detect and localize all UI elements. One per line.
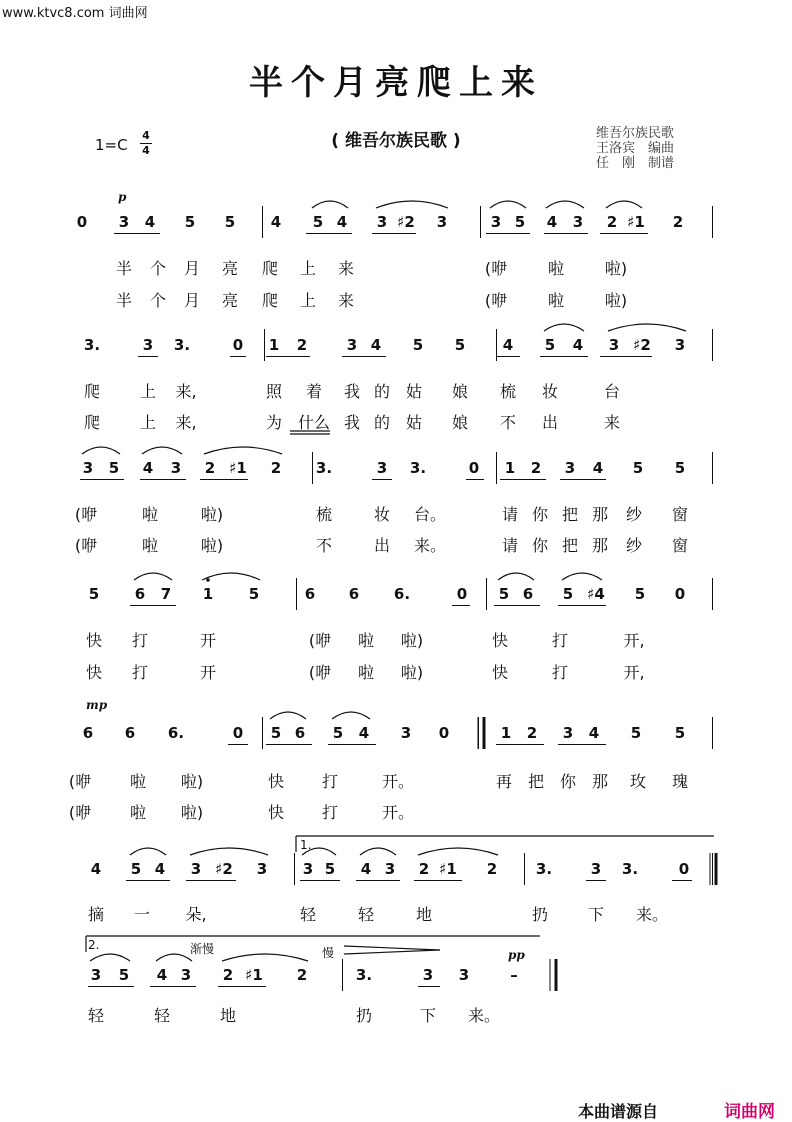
note: ♯1 — [627, 213, 645, 231]
lyric: 啦) — [180, 772, 204, 791]
lyric: 开, — [623, 631, 645, 650]
note: 3 — [376, 459, 388, 477]
lyric: 啦) — [400, 631, 424, 650]
lyric: 啦) — [604, 291, 628, 310]
subtitle: ( 维吾尔族民歌 ) — [331, 131, 461, 151]
lyric: 的 — [373, 413, 391, 432]
slur — [222, 954, 308, 961]
footer-brand: 词曲网 — [724, 1102, 775, 1122]
lyric: 你 — [531, 505, 549, 524]
slur — [142, 447, 182, 454]
lyric: 请 — [501, 536, 519, 555]
lyric: 啦) — [200, 505, 224, 524]
note: 3 — [170, 459, 182, 477]
note: 2 — [222, 966, 234, 984]
note: 5 — [324, 860, 336, 878]
octave-dot — [206, 578, 210, 582]
note: 4 — [336, 213, 348, 231]
note: 4 — [502, 336, 514, 354]
lyric: 你 — [531, 536, 549, 555]
slur — [498, 573, 534, 580]
lyric: (咿 — [308, 631, 332, 650]
note: 4 — [360, 860, 372, 878]
lyric: 打 — [321, 803, 339, 822]
note: ♯1 — [245, 966, 263, 984]
note: 4 — [270, 213, 282, 231]
note: 0 — [76, 213, 88, 231]
note: – — [510, 966, 518, 984]
slur — [134, 573, 172, 580]
credit-line: 维吾尔族民歌 — [596, 126, 675, 141]
note: 3. — [355, 966, 373, 984]
note: ♯1 — [229, 459, 247, 477]
lyric: 出 — [541, 413, 559, 432]
note: 3 — [458, 966, 470, 984]
note: 3. — [315, 459, 333, 477]
slur — [82, 447, 120, 454]
lyric: 开, — [623, 663, 645, 682]
note: ♯4 — [587, 585, 605, 603]
note: 4 — [370, 336, 382, 354]
tempo-man: 慢 — [322, 946, 335, 960]
lyric: 啦 — [141, 505, 159, 524]
note: 6 — [134, 585, 146, 603]
credit-line: 任 刚 制谱 — [596, 156, 675, 171]
note: 0 — [674, 585, 686, 603]
note: 3. — [83, 336, 101, 354]
note: 4 — [156, 966, 168, 984]
note: 5 — [544, 336, 556, 354]
note: 5 — [674, 459, 686, 477]
lyric: 为 — [265, 413, 283, 432]
lyric: 来。 — [413, 536, 447, 555]
note: ♯2 — [215, 860, 233, 878]
lyric: 月 — [183, 291, 201, 310]
note: 0 — [438, 724, 450, 742]
lyric: 啦 — [547, 291, 565, 310]
slur — [418, 848, 498, 855]
lyric: 梳 — [499, 382, 517, 401]
slur — [156, 954, 192, 961]
time-top: 4 — [142, 129, 150, 142]
note: 2 — [606, 213, 618, 231]
lyric: 爬 — [261, 291, 279, 310]
note: 6 — [304, 585, 316, 603]
lyric: 开 — [199, 631, 217, 650]
lyric: 啦) — [604, 259, 628, 278]
note: 3 — [180, 966, 192, 984]
lyric: 啦 — [141, 536, 159, 555]
lyric: 梳 — [315, 505, 333, 524]
note: 0 — [232, 336, 244, 354]
lyric: 来, — [175, 382, 197, 401]
dynamic-p: p — [118, 190, 127, 204]
note: 5 — [184, 213, 196, 231]
lyric: 不 — [499, 413, 517, 432]
site-watermark: www.ktvc8.com 词曲网 — [2, 6, 148, 21]
note: 1 — [202, 585, 214, 603]
slur — [332, 712, 370, 719]
note: 7 — [160, 585, 172, 603]
lyric: 快 — [267, 772, 285, 791]
slur — [202, 573, 260, 580]
note: 3 — [572, 213, 584, 231]
lyric: 亮 — [221, 291, 239, 310]
time-bottom: 4 — [142, 144, 150, 157]
note: 2 — [296, 966, 308, 984]
note: 3 — [400, 724, 412, 742]
note: 3 — [190, 860, 202, 878]
dynamic-pp: pp — [508, 948, 525, 962]
song-title: 半个月亮爬上来 — [249, 63, 543, 103]
lyric: (咿 — [74, 505, 98, 524]
note: 5 — [630, 724, 642, 742]
note: 3 — [346, 336, 358, 354]
lyric: 亮 — [221, 259, 239, 278]
lyric: 扔 — [355, 1006, 373, 1025]
note: 0 — [232, 724, 244, 742]
notation-line — [344, 946, 440, 950]
lyric: 照 — [265, 382, 283, 401]
lyric: 啦) — [180, 803, 204, 822]
note: 4 — [588, 724, 600, 742]
lyric: (咿 — [74, 536, 98, 555]
lyric: 那 — [591, 505, 609, 524]
note: 4 — [572, 336, 584, 354]
footer-source: 本曲谱源自 — [578, 1102, 659, 1121]
lyric: 爬 — [83, 413, 101, 432]
lyric: 的 — [373, 382, 391, 401]
note: 5 — [88, 585, 100, 603]
note: 3 — [436, 213, 448, 231]
lyric: 半 — [115, 259, 133, 278]
note: 0 — [468, 459, 480, 477]
lyric: (咿 — [308, 663, 332, 682]
note: 5 — [562, 585, 574, 603]
lyric: 来, — [175, 413, 197, 432]
lyric: 台。 — [413, 505, 447, 524]
note: 4 — [358, 724, 370, 742]
note: 1 — [500, 724, 512, 742]
lyric: 上 — [139, 413, 157, 432]
note: 2 — [296, 336, 308, 354]
lyric: 爬 — [261, 259, 279, 278]
note: 6 — [348, 585, 360, 603]
key-signature: 1=C — [95, 136, 128, 154]
note: 5 — [634, 585, 646, 603]
lyric: 开。 — [381, 772, 415, 791]
lyric: 啦 — [547, 259, 565, 278]
note: 3 — [142, 336, 154, 354]
note: 1 — [504, 459, 516, 477]
lyric: (咿 — [484, 291, 508, 310]
note: 6 — [124, 724, 136, 742]
slur — [562, 573, 602, 580]
note: 3 — [384, 860, 396, 878]
lyric: 来 — [603, 413, 621, 432]
note: ♯2 — [633, 336, 651, 354]
note: 6 — [522, 585, 534, 603]
lyric: 扔 — [531, 905, 549, 924]
lyric: 地 — [415, 905, 433, 924]
lyric: 出 — [373, 536, 391, 555]
lyric: (咿 — [484, 259, 508, 278]
note: 3 — [118, 213, 130, 231]
note: 3 — [422, 966, 434, 984]
note: 5 — [248, 585, 260, 603]
note: 5 — [130, 860, 142, 878]
lyric: 来 — [337, 259, 355, 278]
lyric: 月 — [183, 259, 201, 278]
lyric: 摘 — [87, 905, 105, 924]
lyric: 开。 — [381, 803, 415, 822]
lyric: 朵, — [185, 905, 207, 924]
lyric: 打 — [131, 631, 149, 650]
note: 6. — [167, 724, 185, 742]
lyric: 啦 — [129, 803, 147, 822]
lyric: (咿 — [68, 772, 92, 791]
slur — [546, 201, 584, 208]
slur — [90, 954, 130, 961]
note: 3 — [256, 860, 268, 878]
lyric: 一 — [133, 905, 151, 924]
note: 5 — [332, 724, 344, 742]
lyric: 玫 — [629, 772, 647, 791]
note: 2 — [486, 860, 498, 878]
note: 3 — [376, 213, 388, 231]
lyric: 妆 — [373, 505, 391, 524]
lyric: 啦 — [129, 772, 147, 791]
slur — [204, 447, 282, 454]
lyric: 瑰 — [671, 772, 689, 791]
lyric: 打 — [551, 663, 569, 682]
note: 4 — [154, 860, 166, 878]
note: 2 — [204, 459, 216, 477]
note: 5 — [632, 459, 644, 477]
lyric: 快 — [85, 631, 103, 650]
lyric: 窗 — [671, 505, 689, 524]
lyric: 上 — [139, 382, 157, 401]
lyric: 轻 — [299, 905, 317, 924]
lyric: 轻 — [87, 1006, 105, 1025]
note: 5 — [412, 336, 424, 354]
note: 5 — [674, 724, 686, 742]
lyric: 上 — [299, 259, 317, 278]
lyric: 半 — [115, 291, 133, 310]
note: 5 — [312, 213, 324, 231]
note: 2 — [672, 213, 684, 231]
note: 3 — [674, 336, 686, 354]
lyric: (咿 — [68, 803, 92, 822]
note: 5 — [224, 213, 236, 231]
note: 4 — [142, 459, 154, 477]
lyric: 妆 — [541, 382, 559, 401]
note: 3 — [562, 724, 574, 742]
note: 3. — [409, 459, 427, 477]
lyric: 啦 — [357, 663, 375, 682]
lyric: 姑 — [405, 413, 423, 432]
lyric: 来 — [337, 291, 355, 310]
lyric: 那 — [591, 536, 609, 555]
lyric: 我 — [343, 413, 361, 432]
note: 3. — [621, 860, 639, 878]
note: 0 — [456, 585, 468, 603]
lyric: 姑 — [405, 382, 423, 401]
note: 3 — [590, 860, 602, 878]
lyric: 娘 — [451, 413, 469, 432]
lyric: 不 — [315, 536, 333, 555]
note: 4 — [90, 860, 102, 878]
lyric: 什么 — [297, 413, 331, 432]
lyric: 上 — [299, 291, 317, 310]
slur — [130, 848, 166, 855]
lyric: 来。 — [467, 1006, 501, 1025]
slur — [376, 201, 448, 208]
lyric: 把 — [561, 505, 579, 524]
lyric: 啦) — [200, 536, 224, 555]
lyric: 下 — [419, 1006, 437, 1025]
slur — [544, 324, 584, 331]
note: 5 — [498, 585, 510, 603]
note: 5 — [514, 213, 526, 231]
note: 3 — [490, 213, 502, 231]
lyric: 打 — [321, 772, 339, 791]
note: 2 — [270, 459, 282, 477]
volta-1: 1. — [300, 838, 312, 852]
note: 3 — [608, 336, 620, 354]
lyric: 着 — [305, 382, 323, 401]
note: 5 — [108, 459, 120, 477]
lyric: 啦 — [357, 631, 375, 650]
lyric: 快 — [491, 663, 509, 682]
note: 4 — [144, 213, 156, 231]
slur — [606, 201, 642, 208]
note: 5 — [270, 724, 282, 742]
lyric: 轻 — [357, 905, 375, 924]
credit-line: 王洛宾 编曲 — [596, 141, 675, 156]
note: 2 — [418, 860, 430, 878]
note: 2 — [530, 459, 542, 477]
lyric: 地 — [219, 1006, 237, 1025]
lyric: 再 — [495, 772, 513, 791]
slur — [490, 201, 526, 208]
lyric: 把 — [561, 536, 579, 555]
lyric: 纱 — [625, 505, 643, 524]
note: 5 — [118, 966, 130, 984]
note: 3 — [564, 459, 576, 477]
slur — [270, 712, 306, 719]
note: 3. — [535, 860, 553, 878]
lyric: 那 — [591, 772, 609, 791]
note: 3 — [302, 860, 314, 878]
lyric: 个 — [149, 259, 167, 278]
lyric: 台 — [603, 382, 621, 401]
note: 3. — [173, 336, 191, 354]
lyric: 快 — [491, 631, 509, 650]
lyric: 开 — [199, 663, 217, 682]
lyric: 打 — [551, 631, 569, 650]
note: 2 — [526, 724, 538, 742]
note: ♯2 — [397, 213, 415, 231]
tempo-jianman: 渐慢 — [190, 942, 215, 956]
lyric: 娘 — [451, 382, 469, 401]
dynamic-mp: mp — [86, 698, 108, 712]
volta-2: 2. — [88, 938, 100, 952]
lyric: 个 — [149, 291, 167, 310]
notation-line — [344, 950, 440, 954]
lyric: 爬 — [83, 382, 101, 401]
lyric: 打 — [131, 663, 149, 682]
note: 6 — [82, 724, 94, 742]
lyric: 快 — [85, 663, 103, 682]
lyric: 快 — [267, 803, 285, 822]
lyric: 下 — [587, 905, 605, 924]
note: 3 — [90, 966, 102, 984]
lyric: 啦) — [400, 663, 424, 682]
lyric: 纱 — [625, 536, 643, 555]
lyric: 窗 — [671, 536, 689, 555]
slur — [360, 848, 396, 855]
note: 1 — [268, 336, 280, 354]
lyric: 我 — [343, 382, 361, 401]
lyric: 你 — [559, 772, 577, 791]
note: 4 — [592, 459, 604, 477]
note: ♯1 — [439, 860, 457, 878]
note: 4 — [546, 213, 558, 231]
note: 6. — [393, 585, 411, 603]
lyric: 轻 — [153, 1006, 171, 1025]
slur — [608, 324, 686, 331]
note: 6 — [294, 724, 306, 742]
slur — [312, 201, 348, 208]
lyric: 请 — [501, 505, 519, 524]
lyric: 来。 — [635, 905, 669, 924]
lyric: 把 — [527, 772, 545, 791]
note: 5 — [454, 336, 466, 354]
slur — [190, 848, 268, 855]
note: 0 — [678, 860, 690, 878]
note: 3 — [82, 459, 94, 477]
